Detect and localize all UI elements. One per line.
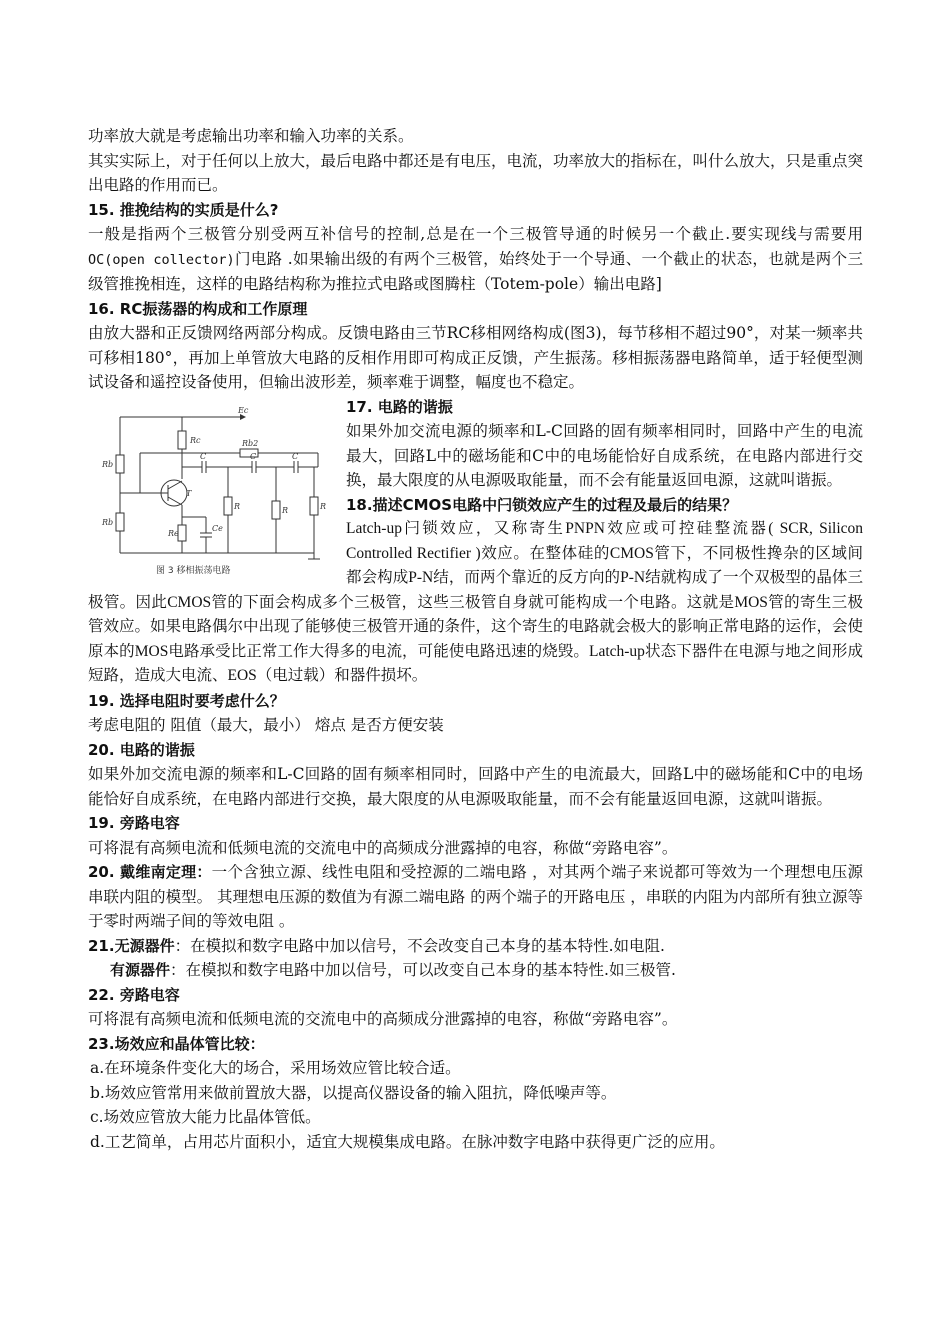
q18-heading-part-a: 18.描述 (346, 495, 403, 514)
q20-thevenin-body: 一个含独立源、线性电阻和受控源的二端电路 ，对其两个端子来说都可等效为一个理想电压源串联内阻的模型。 其理想电压源的数值为有源二端电路 的两个端子的开路电压 ，串联的内阻为内部所有独立源等于零时两端子间的等效电阻 。 (88, 863, 864, 930)
q15-body (88, 222, 863, 297)
q18-heading-cmos: CMOS (402, 495, 453, 514)
intro-paragraph-1: 功率放大就是考虑输出功率和输入功率的关系。 (88, 127, 414, 145)
rb1-label: Rb (102, 459, 114, 469)
q21-active (88, 958, 863, 983)
r2-label: R (282, 505, 289, 515)
ec-label: Ec (238, 405, 249, 415)
q15-body-mono: OC(open collector) (88, 251, 235, 268)
rb2-resistor (116, 513, 124, 531)
q20-thevenin-title: 20. 戴维南定理： (88, 863, 212, 881)
list-item: a.在环境条件变化大的场合，采用场效应管比较合适。 (90, 1059, 461, 1077)
ce-label: Ce (212, 523, 223, 533)
q20-resonance-body: 如果外加交流电源的频率和L-C回路的固有频率相同时，回路中产生的电流最大，回路L中的磁场能和C中的电场能恰好自成系统，在电路内部进行交换，最大限度的从电源吸取能量，而不会有能量返回电源，这就叫谐振。 (88, 765, 863, 808)
r3-label: R (320, 501, 327, 511)
q21-passive-title: 21.无源器件 (88, 936, 175, 955)
r1-resistor (224, 497, 232, 515)
q21-passive-body: ：在模拟和数字电路中加以信号，不会改变自己本身的基本特性.如电阻. (174, 936, 665, 955)
q21-passive (88, 934, 863, 959)
list-item: d.工艺简单，占用芯片面积小，适宜大规模集成电路。在脉冲数字电路中获得更广泛的应用。 (90, 1132, 725, 1151)
q22-heading: 22. 旁路电容 (88, 985, 180, 1004)
rc-resistor (178, 431, 186, 449)
q18-heading-part-b: 电路中闩锁效应产生的过程及最后的结果？ (452, 495, 738, 514)
list-item: b.场效应管常用来做前置放大器，以提高仪器设备的输入阻抗，降低噪声等。 (90, 1083, 617, 1102)
q16-heading: 16. RC振荡器的构成和工作原理 (88, 299, 308, 318)
c1-label: C (200, 451, 207, 461)
q20-thevenin (88, 860, 863, 934)
q23-heading: 23.场效应和晶体管比较： (88, 1034, 265, 1053)
q19-bypass-heading: 19. 旁路电容 (88, 814, 180, 832)
rb2-label: Rb (102, 517, 114, 527)
intro-paragraph-2: 其实实际上，对于任何以上放大，最后电路中都还是有电压，电流，功率放大的指标在，叫什么放大，只是重点突出电路的作用而已。 (88, 151, 864, 194)
rb1-resistor (116, 455, 124, 473)
phase-shift-oscillator-figure (88, 401, 332, 577)
q15-body-part-a: 一般是指两个三极管分别受两互补信号的控制,总是在一个三极管导通的时候另一个截止.要实现线与需要用 (88, 225, 863, 243)
transistor-label: T (186, 488, 192, 498)
list-item: c.场效应管放大能力比晶体管低。 (90, 1108, 321, 1126)
q16-body: 由放大器和正反馈网络两部分构成。反馈电路由三节RC移相网络构成(图3)，每节移相不超过90°，对某一频率共可移相180°，再加上单管放大电路的反相作用即可构成正反馈，产生振荡。移相振荡器电路简单，适于轻便型测试设备和遥控设备使用，但输出波形差，频率难于调整，幅度也不稳定。 (88, 324, 863, 391)
re-label: Re (168, 528, 179, 538)
c3-label: C (292, 451, 299, 461)
q20-resonance-heading: 20. 电路的谐振 (88, 740, 195, 759)
q17-body: 如果外加交流电源的频率和L-C回路的固有频率相同时，回路中产生的电流最大，回路L中的磁场能和C中的电场能恰好自成系统，在电路内部进行交换，最大限度的从电源吸取能量，而不会有能量返回电源，这就叫谐振。 (346, 422, 863, 489)
q19-resistor-heading: 19. 选择电阻时要考虑什么？ (88, 691, 285, 710)
r2-resistor (272, 501, 280, 519)
q19-resistor-body: 考虑电阻的 阻值（最大，最小） 熔点 是否方便安装 (88, 716, 444, 734)
q21-active-title: 有源器件 (110, 961, 171, 979)
rc-label: Rc (190, 435, 201, 445)
document-page (88, 124, 863, 1154)
q18-body: Latch-up闩锁效应，又称寄生PNPN效应或可控硅整流器( SCR, Silicon Controlled Rectifier )效应。在整体硅的CMOS管下，不同极性搀杂的区域间都会构成P-N结，而两个靠近的反方向的P-N结就构成了一个双极型的晶体三极管。因此CMOS管的下面会构成多个三极管，这些三极管自身就可能构成一个电路。这就是MOS管的寄生三极管效应。如果电路偶尔中出现了能够使三极管开通的条件，这个寄生的电路就会极大的影响正常电路的运作，会使原本的MOS电路承受比正常工作大得多的电流，可能使电路迅速的烧毁。Latch-up状态下器件在电源与地之间形成短路，造成大电流、EOS（电过载）和器件损坏。 (88, 520, 864, 684)
q17-heading: 17. 电路的谐振 (346, 397, 453, 416)
figure-caption: 图 3 移相振荡电路 (156, 565, 231, 576)
r3-resistor (310, 497, 318, 515)
q22-body: 可将混有高频电流和低频电流的交流电中的高频成分泄露掉的电容，称做“旁路电容”。 (88, 1010, 678, 1028)
q19-bypass-body: 可将混有高频电流和低频电流的交流电中的高频成分泄露掉的电容，称做“旁路电容”。 (88, 838, 678, 857)
q21-active-body: ：在模拟和数字电路中加以信号，可以改变自己本身的基本特性.如三极管. (170, 961, 676, 979)
re-resistor (178, 525, 186, 541)
circuit-diagram (88, 401, 332, 577)
q15-body-part-b: 门电路 .如果输出级的有两个三极管，始终处于一个导通、一个截止的状态，也就是两个三级管推挽相连，这样的电路结构称为推拉式电路或图腾柱（Totem-pole）输出电路] (88, 249, 863, 293)
r1-label: R (234, 501, 241, 511)
c2-label: C (250, 451, 257, 461)
q15-heading: 15. 推挽结构的实质是什么? (88, 200, 279, 219)
rb2top-label: Rb2 (242, 438, 259, 448)
